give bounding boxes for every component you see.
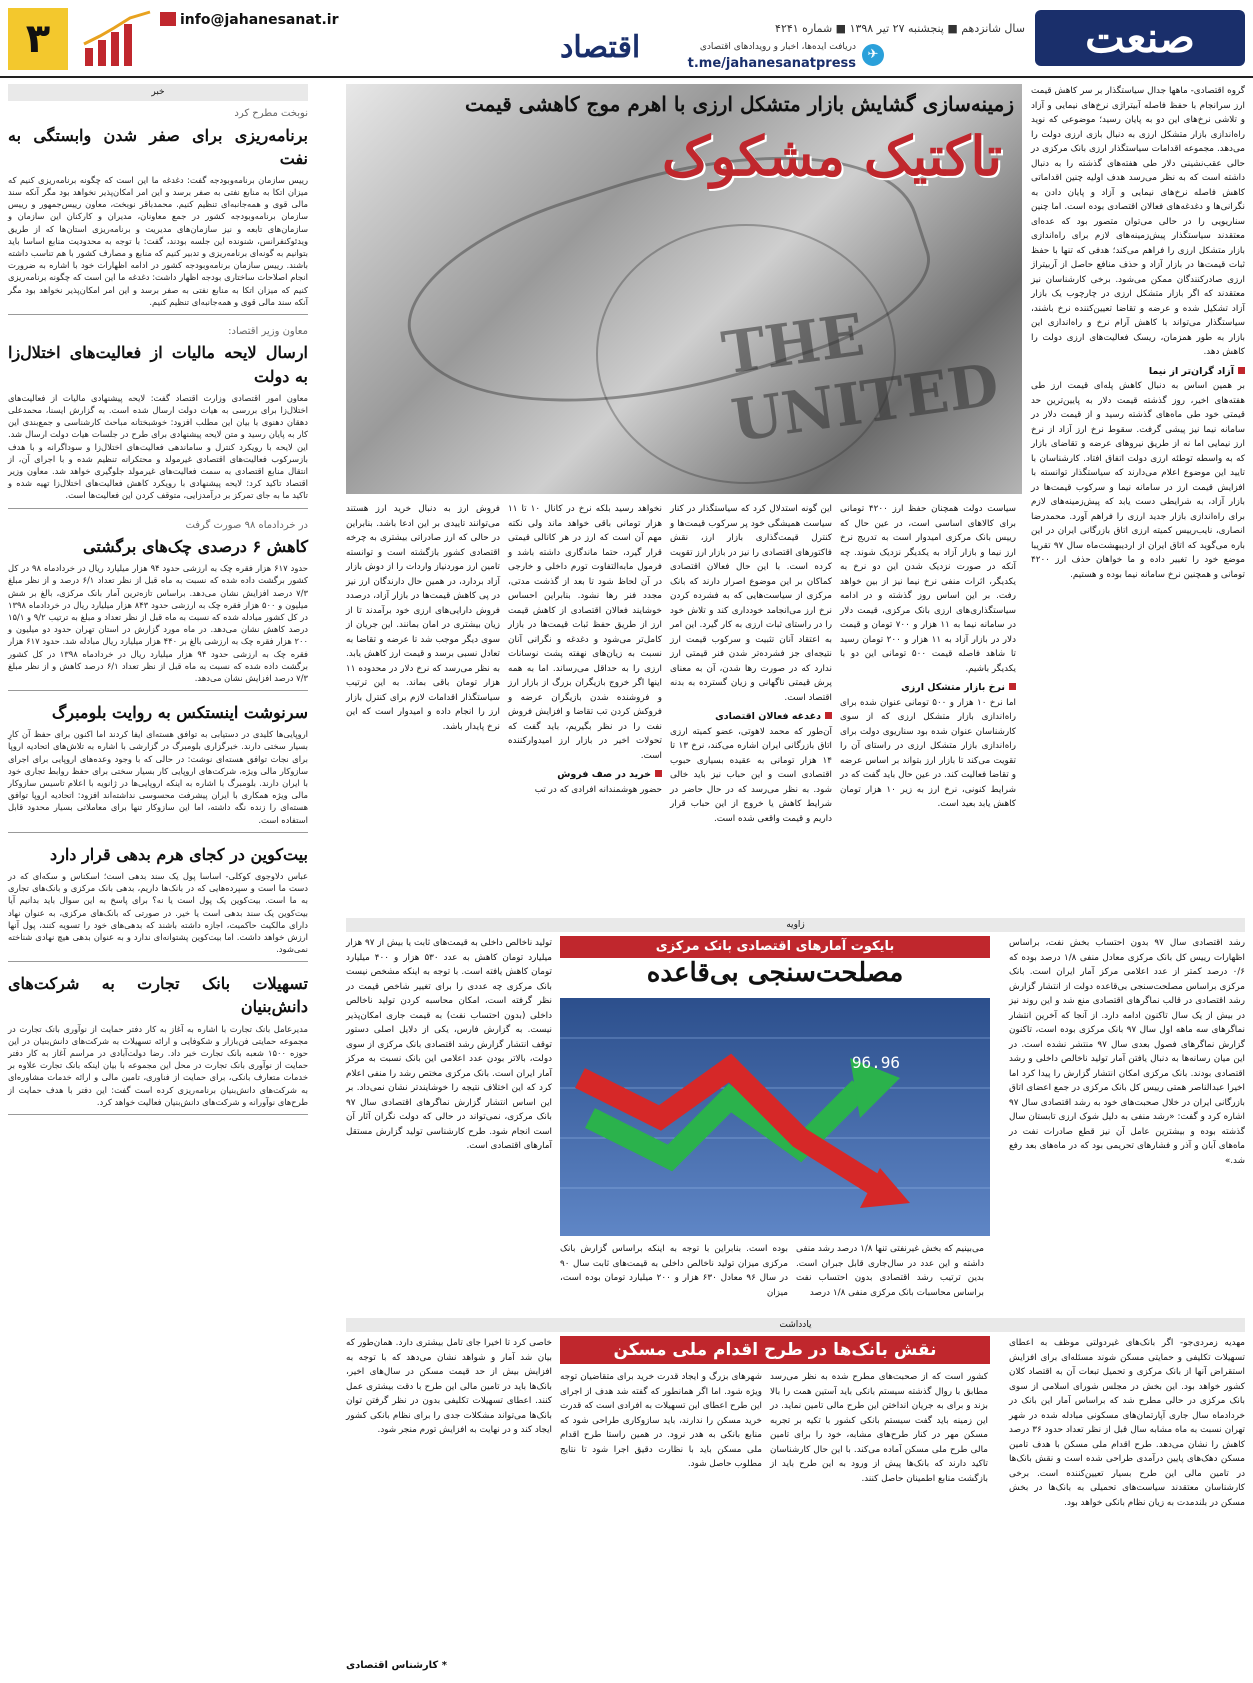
news-kicker: نوبخت مطرح کرد xyxy=(234,108,308,120)
news-body: اروپایی‌ها کلیدی در دستیابی به توافق هسته‌ای ایفا کردند اما اکنون برای حفظ آن کارِ بسیار سختی دارند. خبرگزاری بلومبرگ در گزارشی با اشاره به تلاش‌های اتحادیه اروپا برای نجات توافق هسته‌ای نوشت: در حالی که با وجود وعده‌های اروپایی برای اجرای سازوکار مالی ویژه، شرکت‌های اروپایی کار بسیار سختی برای حفظ روابط تجاری خود با ایران دارند. بلومبرگ با اشاره به اینکه اروپایی‌ها در ژانویه با اعلام تاسیس سازوکار مالی ویژه همکاری با ایران پیشرفت محسوسی نداشته‌اند افزود: اتحادیه اروپا توافق هسته‌ای را زنده نگه داشته، اما این سازوکار تنها برای معاملاتی بسیار محدود قابل استفاده است. xyxy=(8,729,308,825)
yaddasht-title: نقش بانک‌ها در طرح اقدام ملی مسکن xyxy=(560,1336,990,1364)
news-item xyxy=(8,107,308,315)
yaddasht-column: شهرهای بزرگ و ایجاد قدرت خرید برای متقاضیان توجه ویژه شود. اما اگر همانطور که گفته شد هدف از اجرای این طرح اعطای این تسهیلات به افرادی است که قدرت خرید مسکن را ندارند، باید سازوکاری طراحی شود که منابع بانکی به هدر نرود. در همین راستا طرح اقدام ملی مسکن باید با نظارت دقیق اجرا شود تا نتایج مطلوب حاصل شود. xyxy=(560,1372,762,1469)
story-text: بر همین اساس به دنبال کاهش پله‌ای قیمت ارز طی هفته‌های اخیر، روز گذشته قیمت دلار به پایین‌ترین حد قیمتی خود طی ماه‌های گذشته رسید و از قیمت دلار در سامانه نیما نیز پیشی گرفت. سقوط نرخ ارز آزاد از نرخ ارز نیمایی اما نه از طریق نیروهای عرضه و تقاضای بازار که به واسطه توطئه ارزی دولت اتفاق افتاد. کارشناسان با تایید این موضوع اعلام می‌دارند که سیاستگذار توانسته با افزایش قیمت ارز در سامانه نیما و سرکوب قیمت‌ها در بازار آزاد، به شرایطی دست یابد که پیش‌زمینه‌های لازم برای راه‌اندازی بازار جدید ارزی را فراهم آورد. محمدرضا انصاری، نایب‌رییس کمیته ارزی اتاق بازرگانی ایران در این باره می‌گوید که اتاق ایران از اردیبهشت‌ماه سال ۹۷ تقریبا موضع خود را تغییر داده و ما خواهان حذف ارز ۴۲۰۰ تومانی و همچنین نرخ سامانه نیما بوده و هستیم. xyxy=(1031,381,1245,580)
story-text: آن‌طور که محمد لاهوتی، عضو کمیته ارزی اتاق بازرگانی ایران اشاره می‌کند، نرخ ۱۳ تا ۱۴ هزار تومانی به عقیده بسیاری حبوب اقتصادی است و این حباب نیز باید خالی شود. به نظر می‌رسد که در حال حاضر در شرایط کاهش یا خروج از این حباب قرار داریم و قیمت واقعی شده است. xyxy=(670,726,832,824)
news-item xyxy=(8,843,308,963)
story-text: اما نرخ ۱۰ هزار و ۵۰۰ تومانی عنوان شده برای راه‌اندازی بازار متشکل ارزی که از سوی کارشناسان عنوان شده بود سناریوی دولت برای راه‌اندازی بازار متشکل ارزی در راستای آن را تقویت می‌کند تا بازار ارز بتواند بر اساس عرضه و تقاضا فعالیت کند. در عین حال باید گفت که در شرایط کنونی، نرخ ارز به زیر ۱۰ هزار تومان کاهش یابد بعید است. xyxy=(840,697,1017,810)
zaviye-bottom-column: بوده است. بنابراین با توجه به اینکه براساس گزارش بانک مرکزی میزان تولید ناخالص داخلی به قیمت‌های ثابت سال ۹۰ در سال ۹۶ معادل ۶۳۰ هزار و ۲۰۰ میلیارد تومان بوده است، میزان xyxy=(560,1244,789,1298)
section-band-yaddasht: یادداشت xyxy=(346,1318,1245,1332)
story-subheading: خرید در صف فروش xyxy=(508,767,662,783)
zaviye-bottom-column: می‌بینیم که بخش غیرنفتی تنها ۱/۸ درصد رشد منفی داشته و این عدد در سال‌جاری قابل جبران است. بدین ترتیب رشد اقتصادی بدون احتساب نفت براساس محاسبات بانک مرکزی منفی ۱/۸ درصد xyxy=(796,1244,984,1298)
section-title: اقتصاد xyxy=(560,30,641,65)
story-text: حضور هوشمندانه افرادی که در تب xyxy=(534,784,662,795)
news-title: تسهیلات بانک تجارت به شرکت‌های دانش‌بنیان xyxy=(8,974,308,1017)
growth-chart-icon xyxy=(80,8,160,68)
main-story-column xyxy=(346,502,500,912)
email-address[interactable]: info@jahanesanat.ir xyxy=(180,12,339,28)
yaddasht-column: کشور است که از صحبت‌های مطرح شده به نظر می‌رسد مطابق با روال گذشته سیستم بانکی باید آستین همت را بالا بزند و برای به جریان انداختن این طرح مالی تامین نماید. در این زمینه باید گفت سیستم بانکی کشور با تکیه بر تجربه مسکن مهر در کنار طرح‌های مشابه، خود را برای تامین مالی طرح ملی مسکن آماده می‌کند. با این حال کارشناسان تاکید دارند که بانک‌ها پیش از ورود به این طرح باید از بازگشت منابع اطمینان حاصل کنند. xyxy=(770,1372,988,1484)
news-body: رییس سازمان برنامه‌وبودجه گفت: دغدغه ما این است که چگونه برنامه‌ریزی کنیم که میزان اتکا به منابع نفتی به صفر برسد و این امر امکان‌پذیر نخواهد بود مگر آنکه سند مالی قوی و همه‌جانبه‌ای تنظیم کنیم. محمدباقر نوبخت، معاون رییس‌جمهور و رییس سازمان برنامه‌وبودجه کشور در جمع معاونان، مدیران و کارکنان این سازمان و سازمان‌های تابعه و نیز سازمان‌های مدیریت و برنامه‌ریزی استان‌ها که از طریق ویدئوکنفرانس، شنونده این جلسه بودند، گفت: با توجه به محدودیت منابع اساسا باید بتوانیم به گونه‌ای برنامه‌ریزی و تدبیر کنیم که منابع و مصارف کشور با هم تناسب داشته باشند. رییس سازمان برنامه‌وبودجه کشور در ادامه اظهارات خود با اشاره به ضرورت انجام اصلاحات ساختاری بودجه اظهار داشت: دغدغه ما این است که چگونه برنامه‌ریزی کنیم که میزان اتکا به منابع نفتی به صفر برسد و این امر امکان‌پذیر نخواهد بود مگر آنکه سند مالی قوی و همه‌جانبه‌ای تنظیم کنیم. xyxy=(8,174,308,307)
news-title: بیت‌کوین در کجای هرم بدهی قرار دارد xyxy=(50,844,308,864)
main-story-column xyxy=(508,502,662,912)
news-item xyxy=(8,972,308,1115)
main-headline: تاکتیک مشکوک xyxy=(661,124,1002,188)
news-body: حدود ۶۱۷ هزار فقره چک به ارزشی حدود ۹۴ هزار میلیارد ریال در خردادماه ۹۸ در کل کشور برگشت داده شده که نسبت به ماه قبل از نظر تعداد ۶/۱ درصد و از نظر مبلغ ۷/۳ درصد افزایش نشان می‌دهد. براساس تازه‌ترین آمار بانک مرکزی، بالغ بر شش میلیون و ۵۰۰ هزار فقره چک به ارزشی حدود ۸۴۳ هزار میلیارد ریال در خردادماه ۱۳۹۸ در کل کشور مبادله شده که نسبت به ماه قبل از نظر تعداد و مبلغ به ترتیب ۹/۲ و ۱۵/۱ درصد کاهش نشان می‌دهد. در ماه مورد گزارش در استان تهران حدود دو میلیون و ۲۰۰ هزار فقره چک به ارزشی بالغ بر ۴۴۰ هزار میلیارد ریال مبادله شد. حدود ۶۱۷ هزار فقره چک به ارزشی حدود ۹۴ هزار میلیارد ریال در خردادماه ۱۳۹۸ در کل کشور برگشت داده شده که نسبت به ماه قبل از نظر تعداد ۶/۱ درصد کاهش و از نظر مبلغ ۷/۳ درصد افزایش نشان می‌دهد. xyxy=(8,563,309,683)
telegram-icon: ✈ xyxy=(862,44,884,66)
banknote-text: THE UNITED xyxy=(717,300,1003,455)
yaddasht-column: مهدیه زمردی‌جو- اگر بانک‌های غیردولتی موظف به اعطای تسهیلات تکلیفی و حمایتی مسکن شوند مسئله‌ای برای افزایش استقراض آنها از بانک مرکزی و تحمیل تبعات آن به اقتصاد کلان کشور خواهد بود. این بخش در مجلس شورای اسلامی از سوی بانک مرکزی در حالی مطرح شد که براساس آمار این بانک در خردادماه سال جاری آپارتمان‌های مسکونی مبادله شده در شهر تهران نسبت به ماه مشابه سال قبل از نظر تعداد حدود ۳۶ درصد کاهش را نشان می‌دهد. طرح اقدام ملی مسکن با هدف تامین مسکن دهک‌های پایین درآمدی طراحی شده است و نقش بانک‌ها در تامین مالی این طرح بسیار تعیین‌کننده است. برخی کارشناسان معتقدند سیاست‌های تحمیلی به بانک‌ها در بخش مسکن در بلندمدت به زیان نظام بانکی خواهد بود. xyxy=(1009,1338,1245,1508)
chart-number: 96.96 xyxy=(851,1053,900,1072)
news-body: مدیرعامل بانک تجارت با اشاره به آغاز به کار دفتر حمایت از نوآوری بانک تجارت در مجموعه حمایتی فن‌بازار و شکوفایی و ارائه تسهیلات به شرکت‌های دانش‌بنیان در این حوزه ۱۵۰۰ شعبه بانک تجارت خبر داد. رضا دولت‌آبادی در مراسم آغاز به کار دفتر حمایت از نوآوری بانک تجارت در محل این مجموعه با بیان اینکه بانک تجارت علاوه بر خدمات متعارف بانکی، برای حمایت از فناوری، تامین مالی و ارائه خدمات مشاوره‌ای به شرکت‌های دانش‌بنیان برنامه‌ریزی کرده است گفت: این دفتر با هدف حمایت از طرح‌های نوآورانه و شرکت‌های دانش‌بنیان فعالیت خواهد کرد. xyxy=(8,1023,308,1107)
yaddasht-column: خاصی کرد تا اخیرا جای تامل بیشتری دارد. همان‌طور که بیان شد آمار و شواهد نشان می‌دهد که با توجه به افزایش بیش از حد قیمت مسکن در سال‌های اخیر، بانک‌ها باید در تامین مالی این طرح با دقت بیشتری عمل کنند. اعطای تسهیلات تکلیفی بدون در نظر گرفتن توان بانک‌ها می‌تواند مشکلات جدی را برای نظام بانکی کشور ایجاد کند و در نهایت به افزایش تورم منجر شود. xyxy=(346,1338,552,1435)
telegram-link[interactable]: t.me/jahanesanatpress xyxy=(687,56,856,71)
news-column xyxy=(8,84,308,1674)
news-title: کاهش ۶ درصدی چک‌های برگشتی xyxy=(83,537,308,557)
zaviye-title: مصلحت‌سنجی بی‌قاعده xyxy=(646,958,904,988)
column-tag: خبر xyxy=(8,84,308,101)
main-story-column xyxy=(670,502,832,912)
main-story-intro-column xyxy=(1031,84,1245,912)
zaviye-right-column: رشد اقتصادی سال ۹۷ بدون احتساب بخش نفت، براساس اظهارات رییس کل بانک مرکزی معادل منفی ۱/۸ درصد بوده که ۰/۶ درصد کمتر از عدد اعلامی مرکز آمار ایران است. بانک مرکزی براساس مصلحت‌سنجی بی‌قاعده دولت از انتشار گزارش رشد اقتصادی در قالب نماگرهای اقتصادی منع شد و این روند نیز در بیش از یک سال تاکنون ادامه دارد. از آنجا که آخرین انتشار نماگرهای سه ماهه اول سال ۹۷ بانک مرکزی بوده است، تاکنون گزارش نماگرهای فصول بعدی سال ۹۷ منتشر نشده است. در این میان رسانه‌ها به دنبال یافتن آمار تولید ناخالص داخلی و رشد اقتصادی بودند. بانک مرکزی امکان انتشار گزارش را پیدا کرد اما اخیرا عبدالناصر همتی رییس کل بانک مرکزی در جمع اعضای اتاق بازرگانی ایران در خلال صحبت‌های خود به رشد اقتصادی سال ۹۷ اشاره کرد و گفت: «رشد منفی به دلیل شوک ارزی تابستان سال گذشته بوده و بیشترین عامل آن نیز قطع صادرات نفت در ماه‌های آبان و آذر و فشارهای تحریمی بود که در ماه‌های بعد رفع شد.» xyxy=(1009,938,1245,1166)
news-item xyxy=(8,325,308,509)
telegram-caption: دریافت ایده‌ها، اخبار و رویدادهای اقتصادی xyxy=(699,42,856,52)
story-subheading: آزاد گران‌تر از نیما xyxy=(1031,364,1245,380)
story-subheading: نرخ بازار متشکل ارزی xyxy=(840,680,1016,696)
story-text: فروش ارز به دنبال خرید ارز هستند می‌توانند تاییدی بر این ادعا باشد. بنابراین در حالی که ارز صادراتی بیشتری به چرخه اقتصادی کشور بازگشته است و توانسته تامین ارز موردنیاز واردات را از دوش بازار آزاد بردارد، در همین حال دارندگان ارز نیز در پی کاهش قیمت‌ها در بازار آزاد، درصدد فروش دارایی‌های ارزی خود برآمدند تا از زیان بیشتری در امان بمانند. این جریان از سوی دیگر موجب شد تا عرضه و تقاضا به تعادل نسبی برسد و قیمت ارز کاهش یابد. به نظر می‌رسد که نرخ دلار در محدوده ۱۱ هزار تومان باقی بماند. به این ترتیب سیاستگذار اقدامات لازم برای کنترل بازار ارز را انجام داده و امیدوار است که این نرخ پایدار باشد. xyxy=(346,504,500,732)
news-body: عباس دلاوجوی کوکلی- اساسا پول یک سند بدهی است؛ اسکناس و سکه‌ای که در دست ما است و سپرده‌هایی که در بانک‌ها داریم، بدهی بانک مرکزی و بانک‌های تجاری به ما است. بیت‌کوین یک پول است یا نه؟ برای پاسخ به این سوال باید بدانیم آیا بیت‌کوین یک سند بدهی است یا خیر. در صورتی که بانک‌های مرکزی، به عنوان نهاد دارای مالکیت حاکمیت، اجازه داشته باشند که بدهی‌های خود را تسویه کنند، پول آنها ارزش خواهد داشت. اما بیت‌کوین پشتوانه‌ای ندارد و به عنوان بدهی هیچ نهادی شناخته نمی‌شود. xyxy=(8,870,308,955)
main-story-photo xyxy=(346,84,1022,494)
economy-arrows-image xyxy=(560,998,990,1236)
news-title: سرنوشت اینستکس به روایت بلومبرگ xyxy=(51,703,308,723)
telegram-promo[interactable] xyxy=(664,40,884,74)
news-body: معاون امور اقتصادی وزارت اقتصاد گفت: لایحه پیشنهادی مالیات از فعالیت‌های اختلال‌زا برای بررسی به هیات دولت ارسال شده است. به گزارش ایسنا، محمدعلی دهقان دهنوی با بیان این مطلب افزود: خوشبختانه مباحث کارشناسی و جمع‌بندی این کار به پایان رسید و متن لایحه پیشنهادی برای طرح در جلسات هیات دولت ارسال شد. این لایحه با رویکرد کنترل و ساماندهی فعالیت‌های اختلال‌زا و سوداگرانه و با هدف بازسرکوب فعالیت‌های اقتصادی غیرمولد و محتکرانه تنظیم شده و با اجرای آن، از انتقال منابع اقتصادی به سمت فعالیت‌های غیرمولد جلوگیری خواهد شد. معاون وزیر اقتصاد تاکید کرد: لایحه پیشنهادی با رویکرد کاهش فعالیت‌های اختلال‌زا تهیه شده و تاکید ما به جای تمرکز بر درآمدزایی، متوقف کردن این فعالیت‌ها است. xyxy=(8,392,308,501)
issue-info: سال شانزدهم ■ پنجشنبه ۲۷ تیر ۱۳۹۸ ■ شماره ۴۲۴۱ xyxy=(775,22,1025,35)
story-subheading: دغدغه فعالان اقتصادی xyxy=(670,709,832,725)
story-text: سیاست دولت همچنان حفظ ارز ۴۲۰۰ تومانی برای کالاهای اساسی است، در عین حال که رییس بانک مرکزی امیدوار است به تدریج نرخ ارز نیما و بازار آزاد به یکدیگر نزدیک شوند. چه آنکه در صورت نزدیک شدن این دو نرخ به یکدیگر، اثرات منفی نرخ نیما نیز از بین خواهد رفت. بر این اساس روز گذشته و در ادامه سیاستگذاری‌های ارزی بانک مرکزی، قیمت دلار در سامانه نیما به ۱۱ هزار و ۷۰۰ تومان و قیمت دلار در بازار آزاد به ۱۱ هزار و ۲۰۰ تومان رسید تا شاهد فاصله قیمت ۵۰۰ تومانی این دو با یکدیگر باشیم. xyxy=(840,504,1016,674)
main-kicker: زمینه‌سازی گشایش بازار متشکل ارزی با اهرم موج کاهشی قیمت xyxy=(465,92,1014,116)
email-icon xyxy=(160,12,176,26)
main-story-column xyxy=(840,502,1016,912)
section-band-zaviye: زاویه xyxy=(346,918,1245,932)
page-number: ۳ xyxy=(8,8,68,70)
author-credit: * کارشناس اقتصادی xyxy=(346,1660,447,1671)
news-title: ارسال لایحه مالیات از فعالیت‌های اختلال‌زا به دولت xyxy=(8,343,308,386)
page-header xyxy=(0,0,1253,78)
news-title: برنامه‌ریزی برای صفر شدن وابستگی به نفت xyxy=(8,125,308,168)
zaviye-left-column: تولید ناخالص داخلی به قیمت‌های ثابت یا بیش از ۹۷ هزار میلیارد تومان کاهش به عدد ۵۳۰ هزار و ۴۰۰ میلیارد تومان کاهش یافته است. با توجه به اینکه مشخص نیست بانک مرکزی چه عددی را برای تغییر شاخص قیمت در نظر گرفته است، امکان محاسبه کردن تولید ناخالص داخلی (بدون احتساب نفت) به قیمت جاری امکان‌پذیر نیست. به گزارش فارس، یکی از دلایل اصلی دستور توقف انتشار گزارش رشد اقتصادی بانک مرکزی از سوی دولت، بالاتر بودن عدد اعلامی این بانک نسبت به مرکز آمار ایران است. بانک مرکزی مختص رشد را منفی اعلام کرد که این اختلاف نتیجه را خوشایندتر نشان نمی‌داد. بر این اساس انتشار گزارش نماگرهای اقتصادی سال ۹۷ بانک مرکزی، نمی‌تواند در حالی که دولت نگران آثار آن است انجام شود. طرح کارشناسی تولید گزارش مستقل آمارهای اقتصادی است. xyxy=(346,938,553,1151)
newspaper-logo: صنعت xyxy=(1035,10,1245,66)
story-text: گروه اقتصادی- ماهها جدال سیاستگذار بر سر کاهش قیمت ارز سرانجام با حفظ فاصله آبیتراژی نرخ‌های نیمایی و آزاد و تلاشی نرخ‌های این دو به پایان رسید؛ موضوعی که نوید راه‌اندازی بازار متشکل ارزی به دنبال بازی ارزی دولت را می‌دهد. مجموعه اقدامات سیاستگذار ارزی بانک مرکزی در حالی عقب‌نشینی دلار طی هفته‌های گذشته را به دنبال داشته است که به نظر می‌رسد هدف اولیه چنین اقداماتی کاهش فاصله نرخ‌های نیمایی و آزاد و پایان دادن به نگرانی‌ها و دغدغه‌های فعالان اقتصادی بوده است. اما چنین سناریویی را در حالی می‌توان متصور بود که عده‌ای معتقدند سیاستگذار پیش‌زمینه‌های لازم برای راه‌اندازی بازار متشکل ارزی را فراهم می‌کند؛ هدفی که تنها با حفظ ثبات قیمت‌ها در بازار آزاد و حذف منافع حاصل از آربیتراژ ارزی صادرکنندگان ممکن می‌شود. برخی کارشناسان نیز معتقدند که اگر بازار متشکل ارزی در چارچوب یک بازار آزاد تشکیل شده و عرضه و تقاضا تعیین‌کننده نرخ باشند، سیاستگذار می‌تواند با کاهش آرام نرخ و راه‌اندازی این بازار به طور همزمان، ریسک فعالیت‌های ارزی دولت را کاهش دهد. xyxy=(1031,86,1245,357)
news-item xyxy=(8,519,308,692)
story-text: این گونه استدلال کرد که سیاستگذار در کنار سیاست همیشگی خود پر سرکوب قیمت‌ها و کنترل قیمت‌گذاری بازار ارز، نقش فاکتورهای اقتصادی را نیز در بازار ارز تقویت کرده است. با این حال فعالان اقتصادی کماکان بر این موضوع اصرار دارند که بانک مرکزی از سیاست‌هایی که به فشرده کردن نرخ ارز می‌انجامد خودداری کند و تلاش خود را در راستای ثبات ارزی به کار گیرد. این امر به اعتقاد آنان تثبیت و سرکوب قیمت ارز نتیجه‌ای جز فشرده‌تر شدن فنر قیمتی ارز ندارد که در صورت رها شدن، آن به معنای پرش قیمتی ناگهانی و زیان گسترده به بدنه اقتصاد است. xyxy=(670,504,832,703)
story-text: نخواهد رسید بلکه نرخ در کانال ۱۰ تا ۱۱ هزار تومانی باقی خواهد ماند ولی نکته مهم آن است که ارز در هر کانالی قیمتی قرار گیرد، حتما ماندگاری داشته باشد و فرمول مابه‌التفاوت تورم داخلی و خارجی در آن لحاظ شود تا بعد از گذشت مدتی، مجدد فنر رها نشود. بنابراین احساس خوشایند فعالان اقتصادی از کاهش قیمت ارز از طریق حفظ ثبات قیمت‌ها در بازار کامل‌تر می‌شود و دغدغه و نگرانی آنان نسبت به زیان‌های نهفته پشت نوسانات ارزی را به حداقل می‌رساند. اما به همه اینها اگر خروج بازیگران بزرگ از بازار ارز و فروشنده شدن بازیگران عرضه و فروکش کردن تب تقاضا و افزایش فروش نفت را در نظر بگیریم، باید گفت که تحولات اخیر در بازار ارز امیدوارکننده است. xyxy=(508,504,662,761)
news-item xyxy=(8,701,308,833)
zaviye-kicker: بایکوت آمارهای اقتصادی بانک مرکزی xyxy=(560,936,990,958)
news-kicker: در خردادماه ۹۸ صورت گرفت xyxy=(185,519,308,531)
news-kicker: معاون وزیر اقتصاد: xyxy=(228,325,308,337)
